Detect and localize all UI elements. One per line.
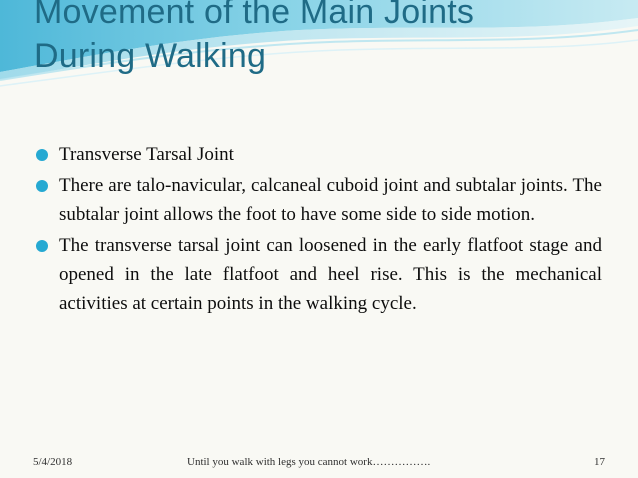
footer-date: 5/4/2018	[33, 456, 73, 468]
title-line-2: During Walking	[34, 37, 267, 75]
bullet-item	[36, 231, 602, 318]
bullet-dot-icon	[36, 180, 48, 192]
footer-text: Until you walk with legs you cannot work…………….	[187, 456, 431, 468]
bullet-text: The transverse tarsal joint can loosened in the early flatfoot stage and opened in the late flatfoot and heel rise. This is the mechanical activities at certain points in the walking cycle.	[59, 235, 602, 314]
bullet-item	[36, 140, 602, 169]
bullet-dot-icon	[36, 149, 48, 161]
bullet-dot-icon	[36, 240, 48, 252]
slide-title	[34, 0, 474, 78]
bullet-text: There are talo-navicular, calcaneal cuboid joint and subtalar joints. The subtalar joint allows the foot to have some side to side motion.	[59, 175, 602, 225]
bullet-text: Transverse Tarsal Joint	[59, 144, 234, 165]
page-number: 17	[594, 456, 605, 468]
title-line-1: Movement of the Main Joints	[34, 0, 475, 31]
bullet-list	[36, 140, 602, 320]
bullet-item	[36, 171, 602, 229]
slide-footer	[0, 454, 638, 470]
